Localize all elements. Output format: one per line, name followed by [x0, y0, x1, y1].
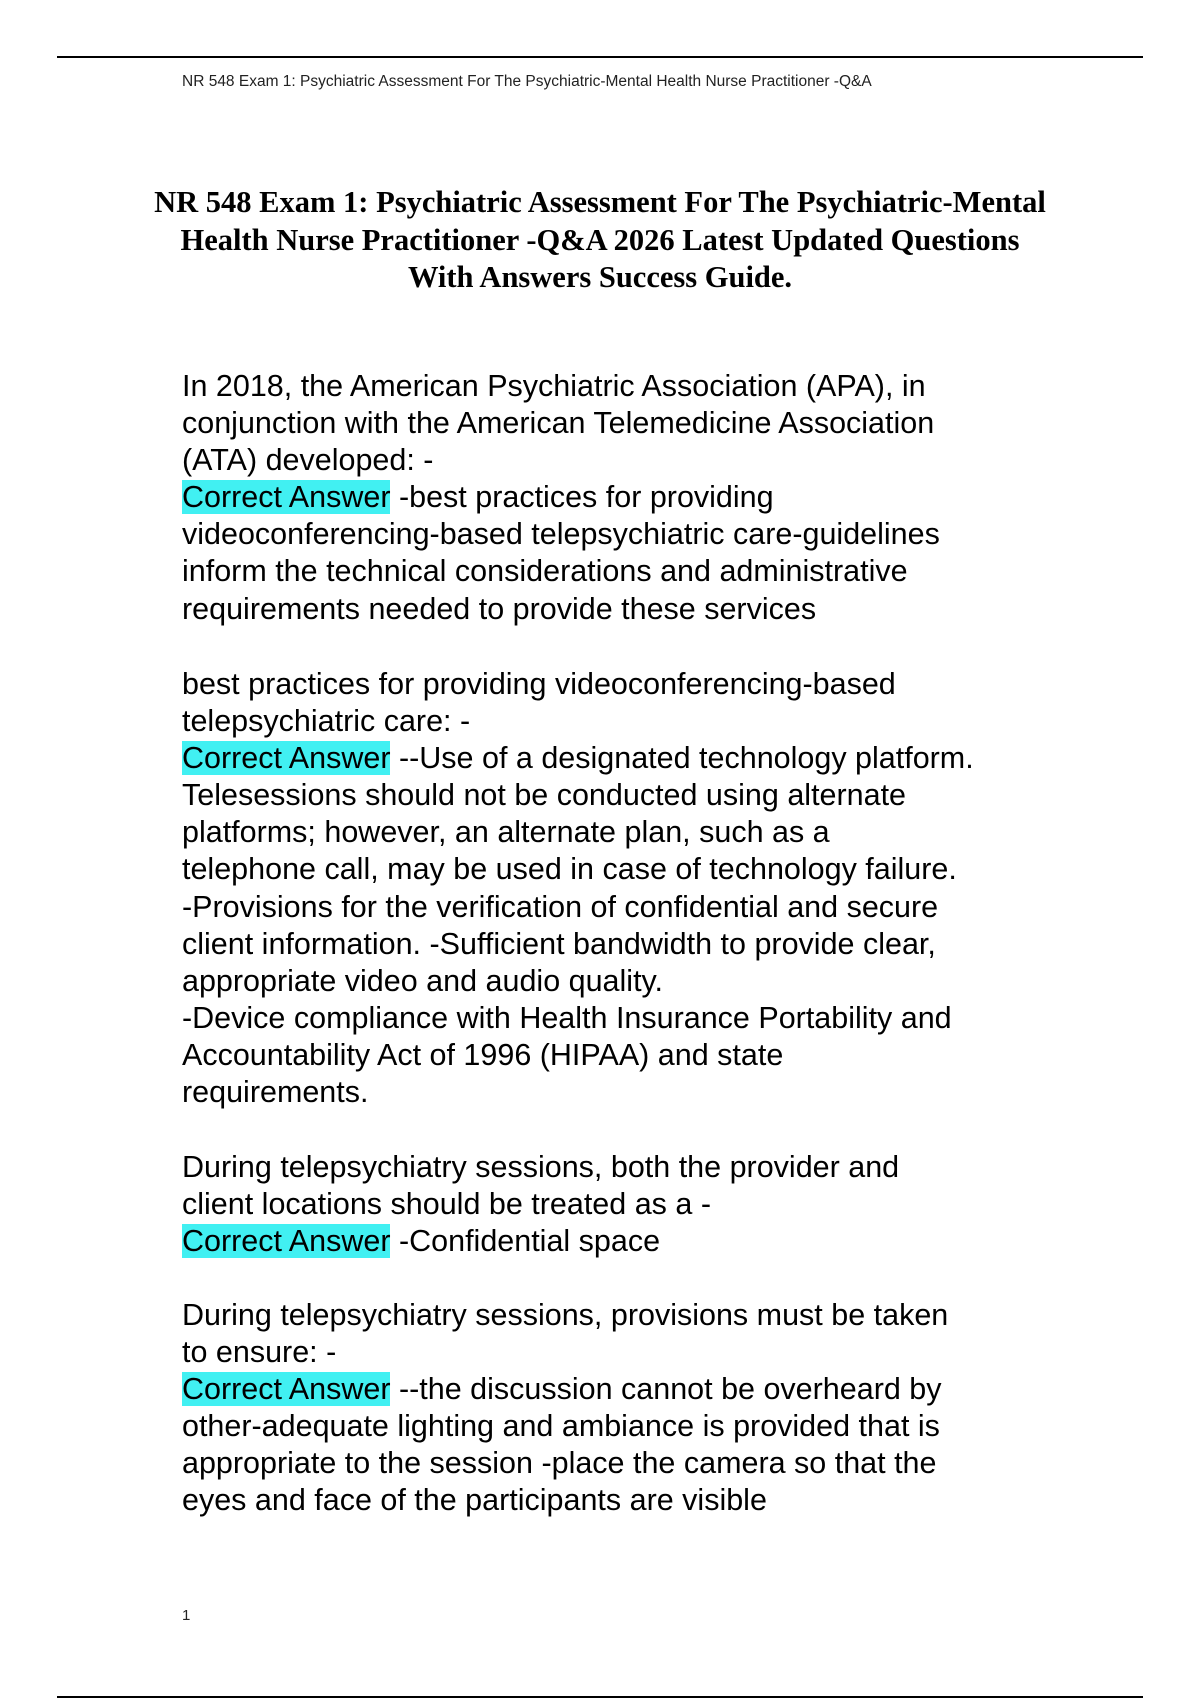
answer-paragraph — [182, 1371, 1082, 1519]
qa-item — [182, 666, 1082, 1111]
answer-text: --the discussion cannot be overheard by other-adequate lighting and ambiance is provided that is appropriate to the session -place the camera so that the eyes and face of the participants are visible — [182, 1372, 942, 1518]
answer-paragraph — [182, 1223, 1082, 1260]
running-header: NR 548 Exam 1: Psychiatric Assessment For The Psychiatric-Mental Health Nurse Practitioner -Q&A — [182, 73, 872, 90]
answer-paragraph — [182, 740, 1082, 1111]
header-rule — [57, 56, 1143, 58]
answer-paragraph — [182, 479, 1082, 627]
answer-text: --Use of a designated technology platform. Telesessions should not be conducted using alternate platforms; however, an alternate plan, such as a telephone call, may be used in case of technology failure. -Provisions for the verification of confidential and secure client information. -Sufficient bandwidth to provide clear, appropriate video and audio quality. -Device compliance with Health Insurance Portability and Accountability Act of 1996 (HIPAA) and state requirements. — [182, 741, 974, 1110]
correct-answer-label: Correct Answer — [182, 480, 391, 515]
correct-answer-label: Correct Answer — [182, 1372, 391, 1407]
qa-item — [182, 1297, 1082, 1520]
answer-text: -Confidential space — [390, 1224, 661, 1259]
footer-rule — [57, 1696, 1143, 1698]
qa-item — [182, 368, 1082, 628]
question-text: In 2018, the American Psychiatric Association (APA), in conjunction with the American Telemedicine Association (ATA) developed: - — [182, 369, 935, 478]
answer-text: -best practices for providing videoconferencing-based telepsychiatric care-guidelines inform the technical considerations and administrative requirements needed to provide these services — [182, 480, 940, 626]
qa-item — [182, 1149, 1082, 1260]
page-number: 1 — [182, 1607, 191, 1624]
correct-answer-label: Correct Answer — [182, 741, 391, 776]
correct-answer-label: Correct Answer — [182, 1224, 391, 1259]
question-text: During telepsychiatry sessions, provisions must be taken to ensure: - — [182, 1298, 949, 1370]
document-title: NR 548 Exam 1: Psychiatric Assessment For The Psychiatric-Mental Health Nurse Practitioner -Q&A 2026 Latest Updated Questions With Answers Success Guide. — [154, 185, 1046, 294]
question-text: best practices for providing videoconferencing-based telepsychiatric care: - — [182, 667, 896, 739]
question-text: During telepsychiatry sessions, both the provider and client locations should be treated as a - — [182, 1150, 900, 1222]
